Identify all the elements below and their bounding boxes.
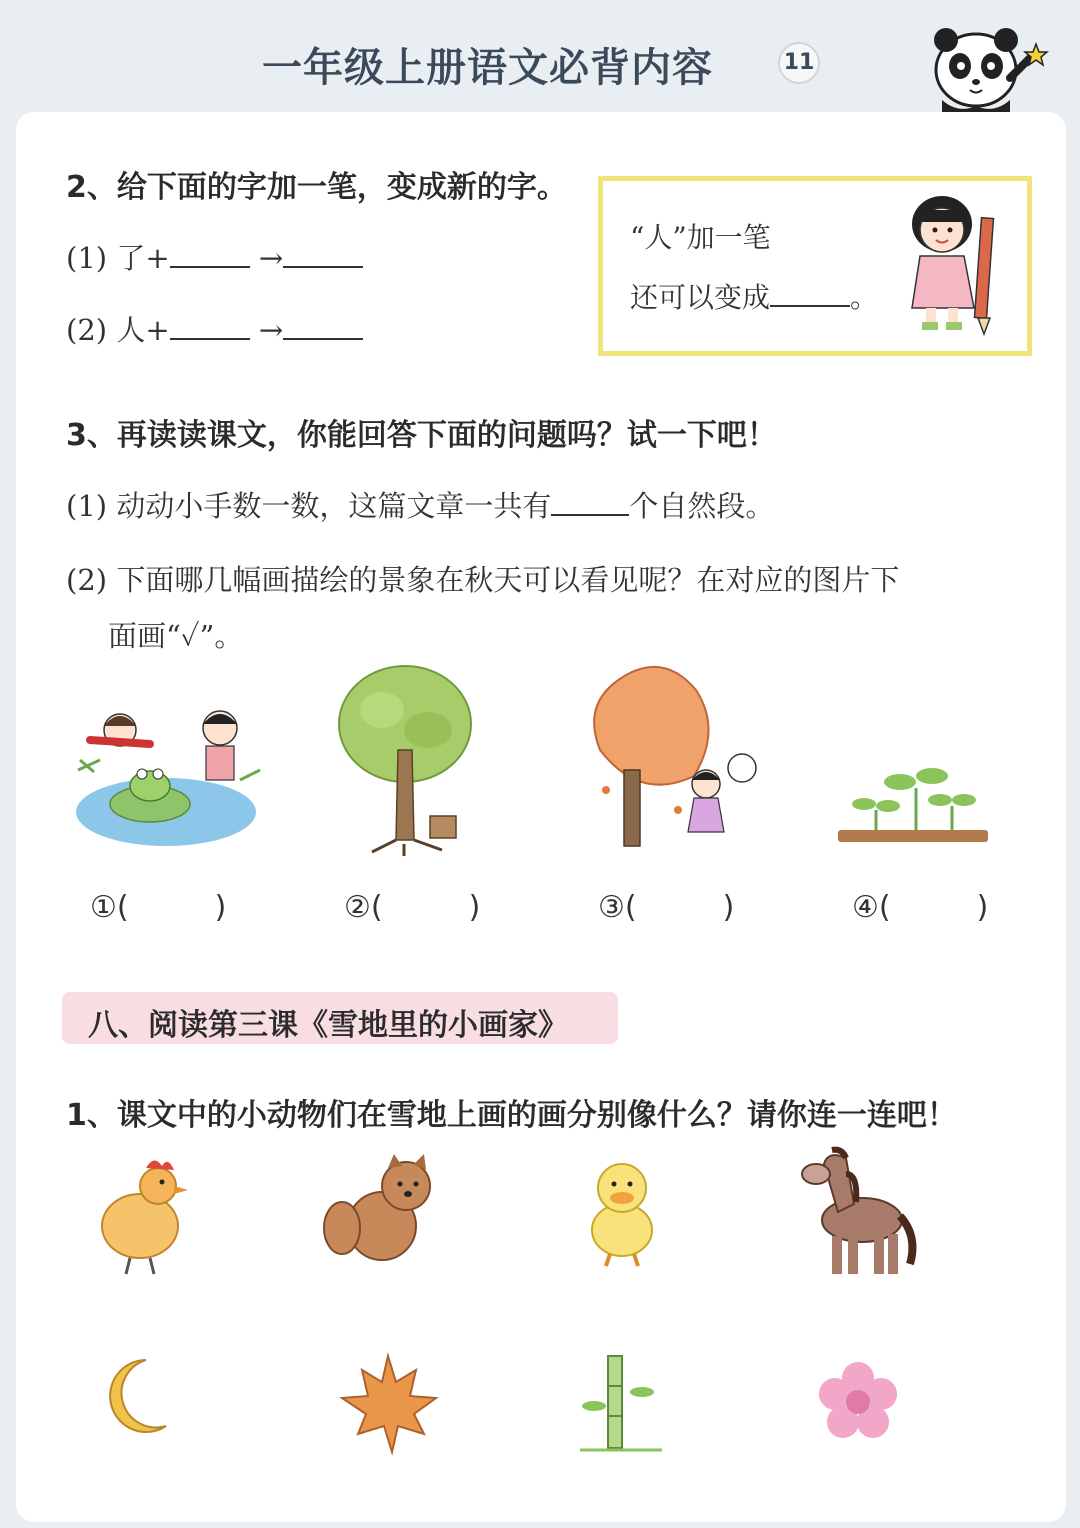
q3-heading: 3、再读读课文，你能回答下面的问题吗？试一下吧！ (66, 418, 777, 453)
page-title: 一年级上册语文必背内容 (262, 45, 713, 91)
blank-field[interactable] (170, 242, 250, 268)
blank-field[interactable] (283, 242, 363, 268)
plum-blossom-icon[interactable] (818, 1362, 898, 1442)
sprouts-icon (836, 760, 990, 852)
choice-1-label: ①( (90, 890, 129, 925)
choice-4[interactable] (852, 890, 988, 925)
section-8-title: 八、阅读第三课《雪地里的小画家》 (88, 1008, 568, 1043)
kids-pond-frog-icon (70, 700, 266, 850)
page-number-badge: 11 (778, 42, 820, 84)
blank-field[interactable] (283, 314, 363, 340)
choice-2-close: ) (468, 890, 481, 925)
panda-mascot-icon (928, 22, 1050, 114)
q3-item-2-text-line-1: 下面哪几幅画描绘的景象在秋天可以看见呢？在对应的图片下 (116, 563, 900, 597)
bamboo-icon[interactable] (576, 1352, 666, 1456)
green-tree-icon (332, 660, 478, 856)
choice-1-close: ) (214, 890, 227, 925)
blank-field[interactable] (170, 314, 250, 340)
choice-3[interactable] (598, 890, 734, 925)
orange-autumn-tree-girl-icon (570, 660, 766, 856)
chicken-icon[interactable] (96, 1150, 192, 1280)
blank-field[interactable] (551, 490, 629, 516)
header (0, 0, 1080, 118)
choice-3-close: ) (722, 890, 735, 925)
q3-item-1 (66, 484, 774, 525)
hint-line-1: “人”加一笔 (630, 221, 771, 254)
dog-icon[interactable] (322, 1152, 442, 1268)
q3-item-2-text-line-2: 面画“✓”。 (108, 619, 244, 653)
hint-line-2-prefix: 还可以变成 (630, 281, 771, 314)
q3-item-1-number: (1) (66, 489, 108, 523)
q3-item-1-text: 动动小手数一数，这篇文章一共有 (116, 489, 552, 523)
crescent-moon-icon[interactable] (100, 1356, 170, 1436)
q2-heading: 2、给下面的字加一笔，变成新的字。 (66, 170, 567, 205)
maple-leaf-icon[interactable] (336, 1352, 440, 1456)
q2-item-2 (66, 308, 363, 349)
girl-with-pencil-icon (900, 190, 1010, 336)
q2-item-1-number: (1) (66, 241, 108, 275)
q2-item-1 (66, 236, 363, 277)
q2-item-2-char: 人+ (116, 313, 170, 347)
choice-4-close: ) (976, 890, 989, 925)
choice-4-label: ④( (852, 890, 891, 925)
blank-field[interactable] (770, 281, 850, 307)
hint-line-2 (630, 276, 878, 316)
choice-2[interactable] (344, 890, 480, 925)
arrow-icon: → (258, 313, 284, 347)
q3-item-2-number: (2) (66, 563, 108, 597)
choice-1[interactable] (90, 890, 226, 925)
q3-item-1-text-after: 个自然段。 (629, 489, 775, 523)
choice-3-label: ③( (598, 890, 637, 925)
horse-icon[interactable] (798, 1144, 922, 1282)
section-8-q1-heading: 1、课文中的小动物们在雪地上画的画分别像什么？请你连一连吧！ (66, 1098, 957, 1133)
q2-item-2-number: (2) (66, 313, 108, 347)
duckling-icon[interactable] (582, 1156, 662, 1268)
choice-2-label: ②( (344, 890, 383, 925)
hint-line-2-suffix: 。 (850, 281, 879, 314)
q3-item-2 (66, 558, 899, 599)
q2-item-1-char: 了+ (116, 241, 170, 275)
arrow-icon: → (258, 241, 284, 275)
